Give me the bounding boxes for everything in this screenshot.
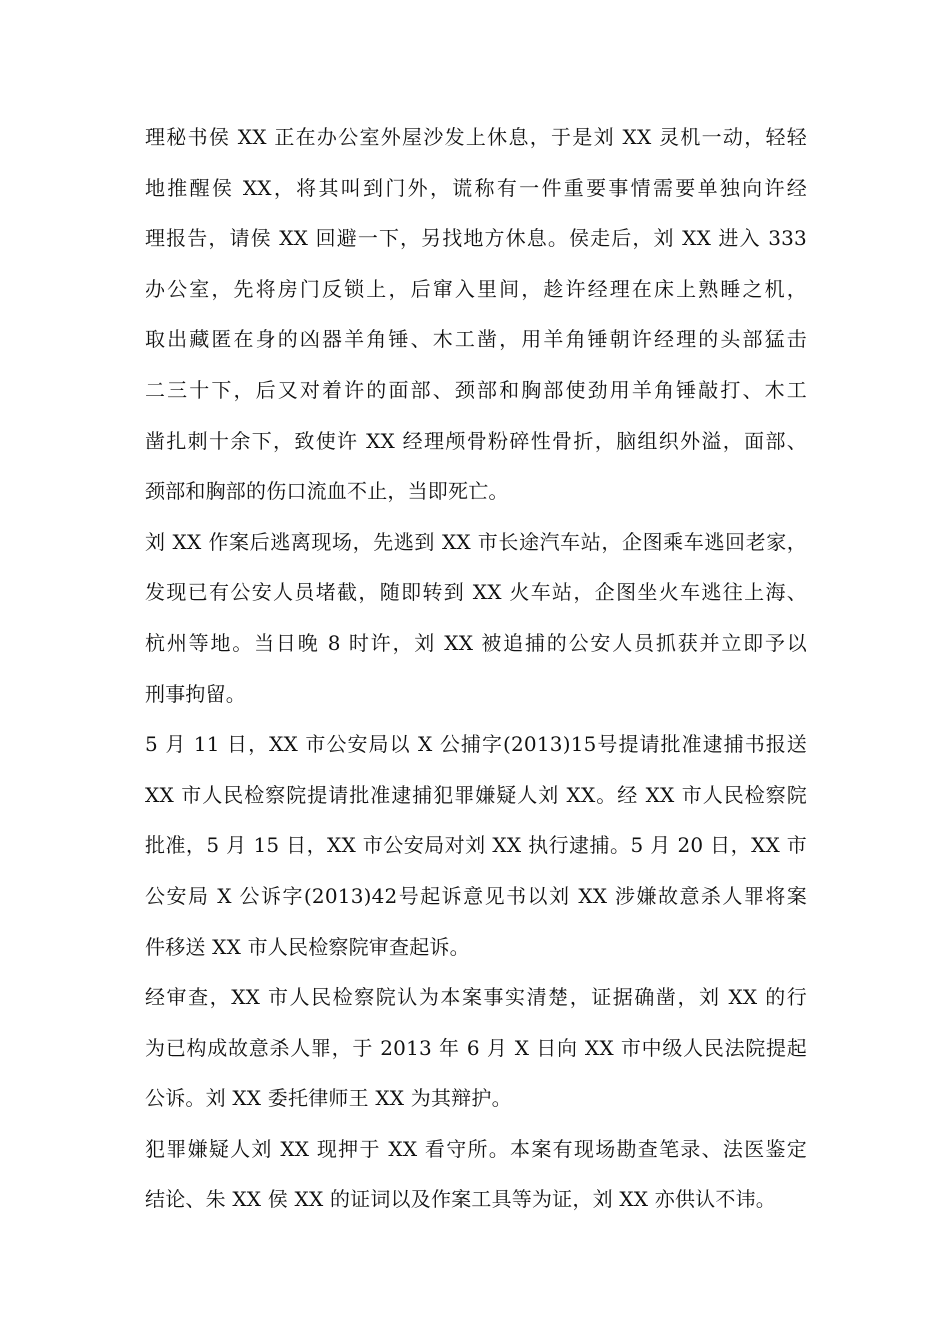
document-body: [145, 112, 807, 1225]
text-line: 公安局 X 公诉字(2013)42号起诉意见书以刘 XX 涉嫌故意杀人罪将案: [145, 883, 807, 908]
text-line: 理报告，请侯 XX 回避一下，另找地方休息。侯走后，刘 XX 进入 333: [145, 226, 807, 251]
paragraph-procedure: [145, 719, 807, 972]
text-line: 5 月 11 日，XX 市公安局以 X 公捕字(2013)15号提请批准逮捕书报送: [145, 732, 807, 757]
text-line: 凿扎刺十余下，致使许 XX 经理颅骨粉碎性骨折，脑组织外溢，面部、: [145, 428, 807, 453]
text-line: 地推醒侯 XX，将其叫到门外，谎称有一件重要事情需要单独向许经: [145, 175, 807, 200]
paragraph-evidence: [145, 1124, 807, 1225]
text-line: 发现已有公安人员堵截，随即转到 XX 火车站，企图坐火车逃往上海、: [145, 580, 807, 605]
text-line: 杭州等地。当日晚 8 时许，刘 XX 被追捕的公安人员抓获并立即予以: [145, 630, 807, 655]
text-line: 理秘书侯 XX 正在办公室外屋沙发上休息，于是刘 XX 灵机一动，轻轻: [145, 125, 807, 149]
text-line: 为已构成故意杀人罪，于 2013 年 6 月 X 日向 XX 市中级人民法院提起: [145, 1035, 807, 1060]
text-line: 批准，5 月 15 日，XX 市公安局对刘 XX 执行逮捕。5 月 20 日，XX 市: [145, 833, 807, 858]
text-line: 公诉。刘 XX 委托律师王 XX 为其辩护。: [145, 1086, 512, 1111]
text-line: 刘 XX 作案后逃离现场，先逃到 XX 市长途汽车站，企图乘车逃回老家，: [145, 529, 807, 554]
text-line: 经审查，XX 市人民检察院认为本案事实清楚，证据确凿，刘 XX 的行: [145, 985, 807, 1010]
text-line: 办公室，先将房门反锁上，后窜入里间，趁许经理在床上熟睡之机，: [145, 276, 807, 301]
text-line: 结论、朱 XX 侯 XX 的证词以及作案工具等为证，刘 XX 亦供认不讳。: [145, 1187, 776, 1212]
paragraph-prosecution: [145, 972, 807, 1124]
paragraph-crime-description: [145, 112, 807, 517]
text-line: 件移送 XX 市人民检察院审查起诉。: [145, 934, 470, 959]
paragraph-escape-and-arrest: [145, 517, 807, 719]
text-line: 刑事拘留。: [145, 681, 246, 706]
text-line: 犯罪嫌疑人刘 XX 现押于 XX 看守所。本案有现场勘查笔录、法医鉴定: [145, 1136, 807, 1161]
text-line: 二三十下，后又对着许的面部、颈部和胸部使劲用羊角锤敲打、木工: [145, 377, 807, 402]
text-line: 取出藏匿在身的凶器羊角锤、木工凿，用羊角锤朝许经理的头部猛击: [145, 327, 807, 352]
text-line: 颈部和胸部的伤口流血不止，当即死亡。: [145, 479, 509, 504]
text-line: XX 市人民检察院提请批准逮捕犯罪嫌疑人刘 XX。经 XX 市人民检察院: [145, 782, 807, 807]
